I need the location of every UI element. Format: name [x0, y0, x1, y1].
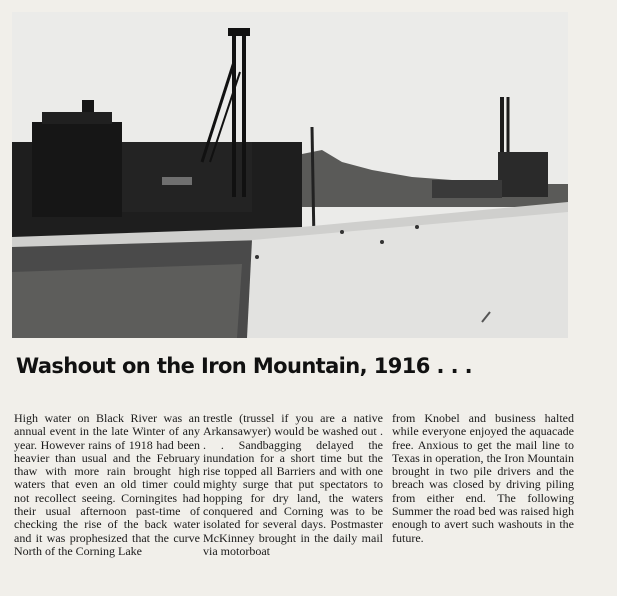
column-1-text: High water on Black River was an annual event in the late Winter of any year. However rains of 1918 had been heavier than usual and the February thaw with more rain brought high waters that even an old timer could not recollect seeing. Corningites had their usual afternoon past-time of checking the rise of the back water and it was prophesized that the curve North of the Corning Lake: [14, 412, 200, 558]
article-headline: Washout on the Iron Mountain, 1916 . . .: [16, 354, 473, 378]
column-2-text: trestle (trussel if you are a native Arkansawyer) would be washed out . . . Sandbagging delayed the inundation for a short time but the rise topped all Barriers and with one mighty surge that put spectators to hopping for dry land, the waters conquered and Corning was to be isolated for several days. Postmaster McKinney brought in the daily mail via motorboat: [203, 412, 383, 558]
article-column-1: [14, 412, 200, 590]
washout-scene-image: [12, 12, 568, 338]
article-column-2: [203, 412, 383, 590]
article-column-3: [392, 412, 574, 590]
column-3-text: from Knobel and business halted while everyone enjoyed the aquacade free. Anxious to get the mail line to Texas in operation, the Iron Mountain brought in two pile drivers and the breach was closed by driving piling from either end. The following Summer the road bed was raised high enough to avert such washouts in the future.: [392, 412, 574, 545]
flood-photo: [12, 12, 568, 338]
